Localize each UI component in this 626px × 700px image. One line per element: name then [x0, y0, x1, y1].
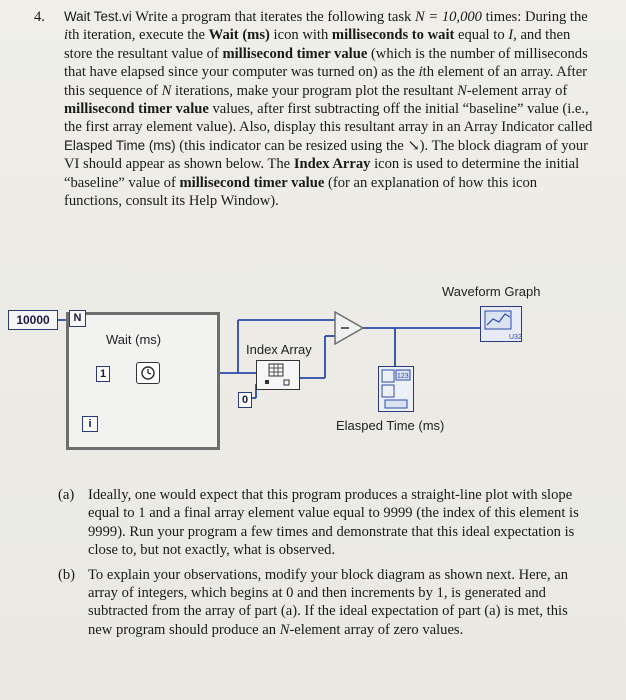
problem-text: Wait Test.vi Write a program that iterates the following task N = 10,000 times: During the ith iteration, execute the Wait (ms) icon with milliseconds to wait equal to I, and then store the resultant value of millisecond timer value (which is the number of milliseconds that have elapsed since your computer was turned on) as the ith element of an array. After this sequence of N iterations, make your program plot the resultant N-element array of millisecond timer value values, after first subtracting off the initial “baseline” value (i.e., the first array element value). Also, display this resultant array in an Array Indicator called Elasped Time (ms) (this indicator can be resized using the ↘). The block diagram of your VI should appear as shown below. The Index Array icon is used to determine the initial “baseline” value of millisecond timer value (for an explanation of how this icon functions, consult its Help Window). — [64, 9, 593, 210]
index-array-icon[interactable] — [256, 360, 300, 390]
graph-icon — [481, 307, 521, 341]
elapsed-time-terminal[interactable] — [378, 366, 414, 412]
wait-ms-icon[interactable] — [136, 362, 160, 384]
indicator-name: Elasped Time (ms) — [64, 137, 176, 153]
constant-zero[interactable]: 0 — [238, 392, 252, 408]
clock-icon — [137, 363, 159, 383]
array-grid-icon — [257, 361, 299, 389]
loop-count-constant[interactable]: 10000 — [8, 310, 58, 330]
part-b-label: (b) — [58, 566, 76, 583]
elapsed-type-tag: 123 — [397, 373, 409, 380]
graph-type-tag: U32 — [509, 334, 521, 341]
waveform-graph-terminal[interactable] — [480, 306, 522, 342]
wait-ms-label: Wait (ms) — [106, 332, 162, 347]
vi-name: Wait Test.vi — [64, 9, 132, 24]
constant-one[interactable]: 1 — [96, 366, 110, 382]
part-a — [58, 486, 588, 560]
iteration-terminal[interactable]: i — [82, 416, 98, 432]
array-indicator-icon — [379, 367, 413, 411]
count-terminal[interactable]: N — [69, 310, 86, 327]
elapsed-time-label: Elasped Time (ms) — [336, 418, 445, 433]
waveform-graph-label: Waveform Graph — [442, 284, 541, 299]
part-a-label: (a) — [58, 487, 75, 503]
block-diagram — [0, 280, 626, 460]
problem-number: 4. — [34, 9, 45, 25]
part-b: (b) To explain your observations, modify your block diagram as shown next. Here, an array of integers, which begins at 0 and then increments by 1, is generated and subtracted from the array of part (a). If the ideal expectation of part (a) is met, this new program should produce an N-element array of zero values. — [58, 566, 569, 638]
index-array-label: Index Array — [246, 342, 312, 357]
subparts — [58, 486, 588, 645]
part-a-text: Ideally, one would expect that this program produces a straight-line plot with slope equal to 1 and a final array element value equal to 9999 (the index of this element is 9999). Run your program a few times and demonstrate that this ideal expectation is close to, but not exactly, what is observed. — [88, 487, 579, 559]
resize-cursor-icon: ↘ — [407, 137, 420, 154]
